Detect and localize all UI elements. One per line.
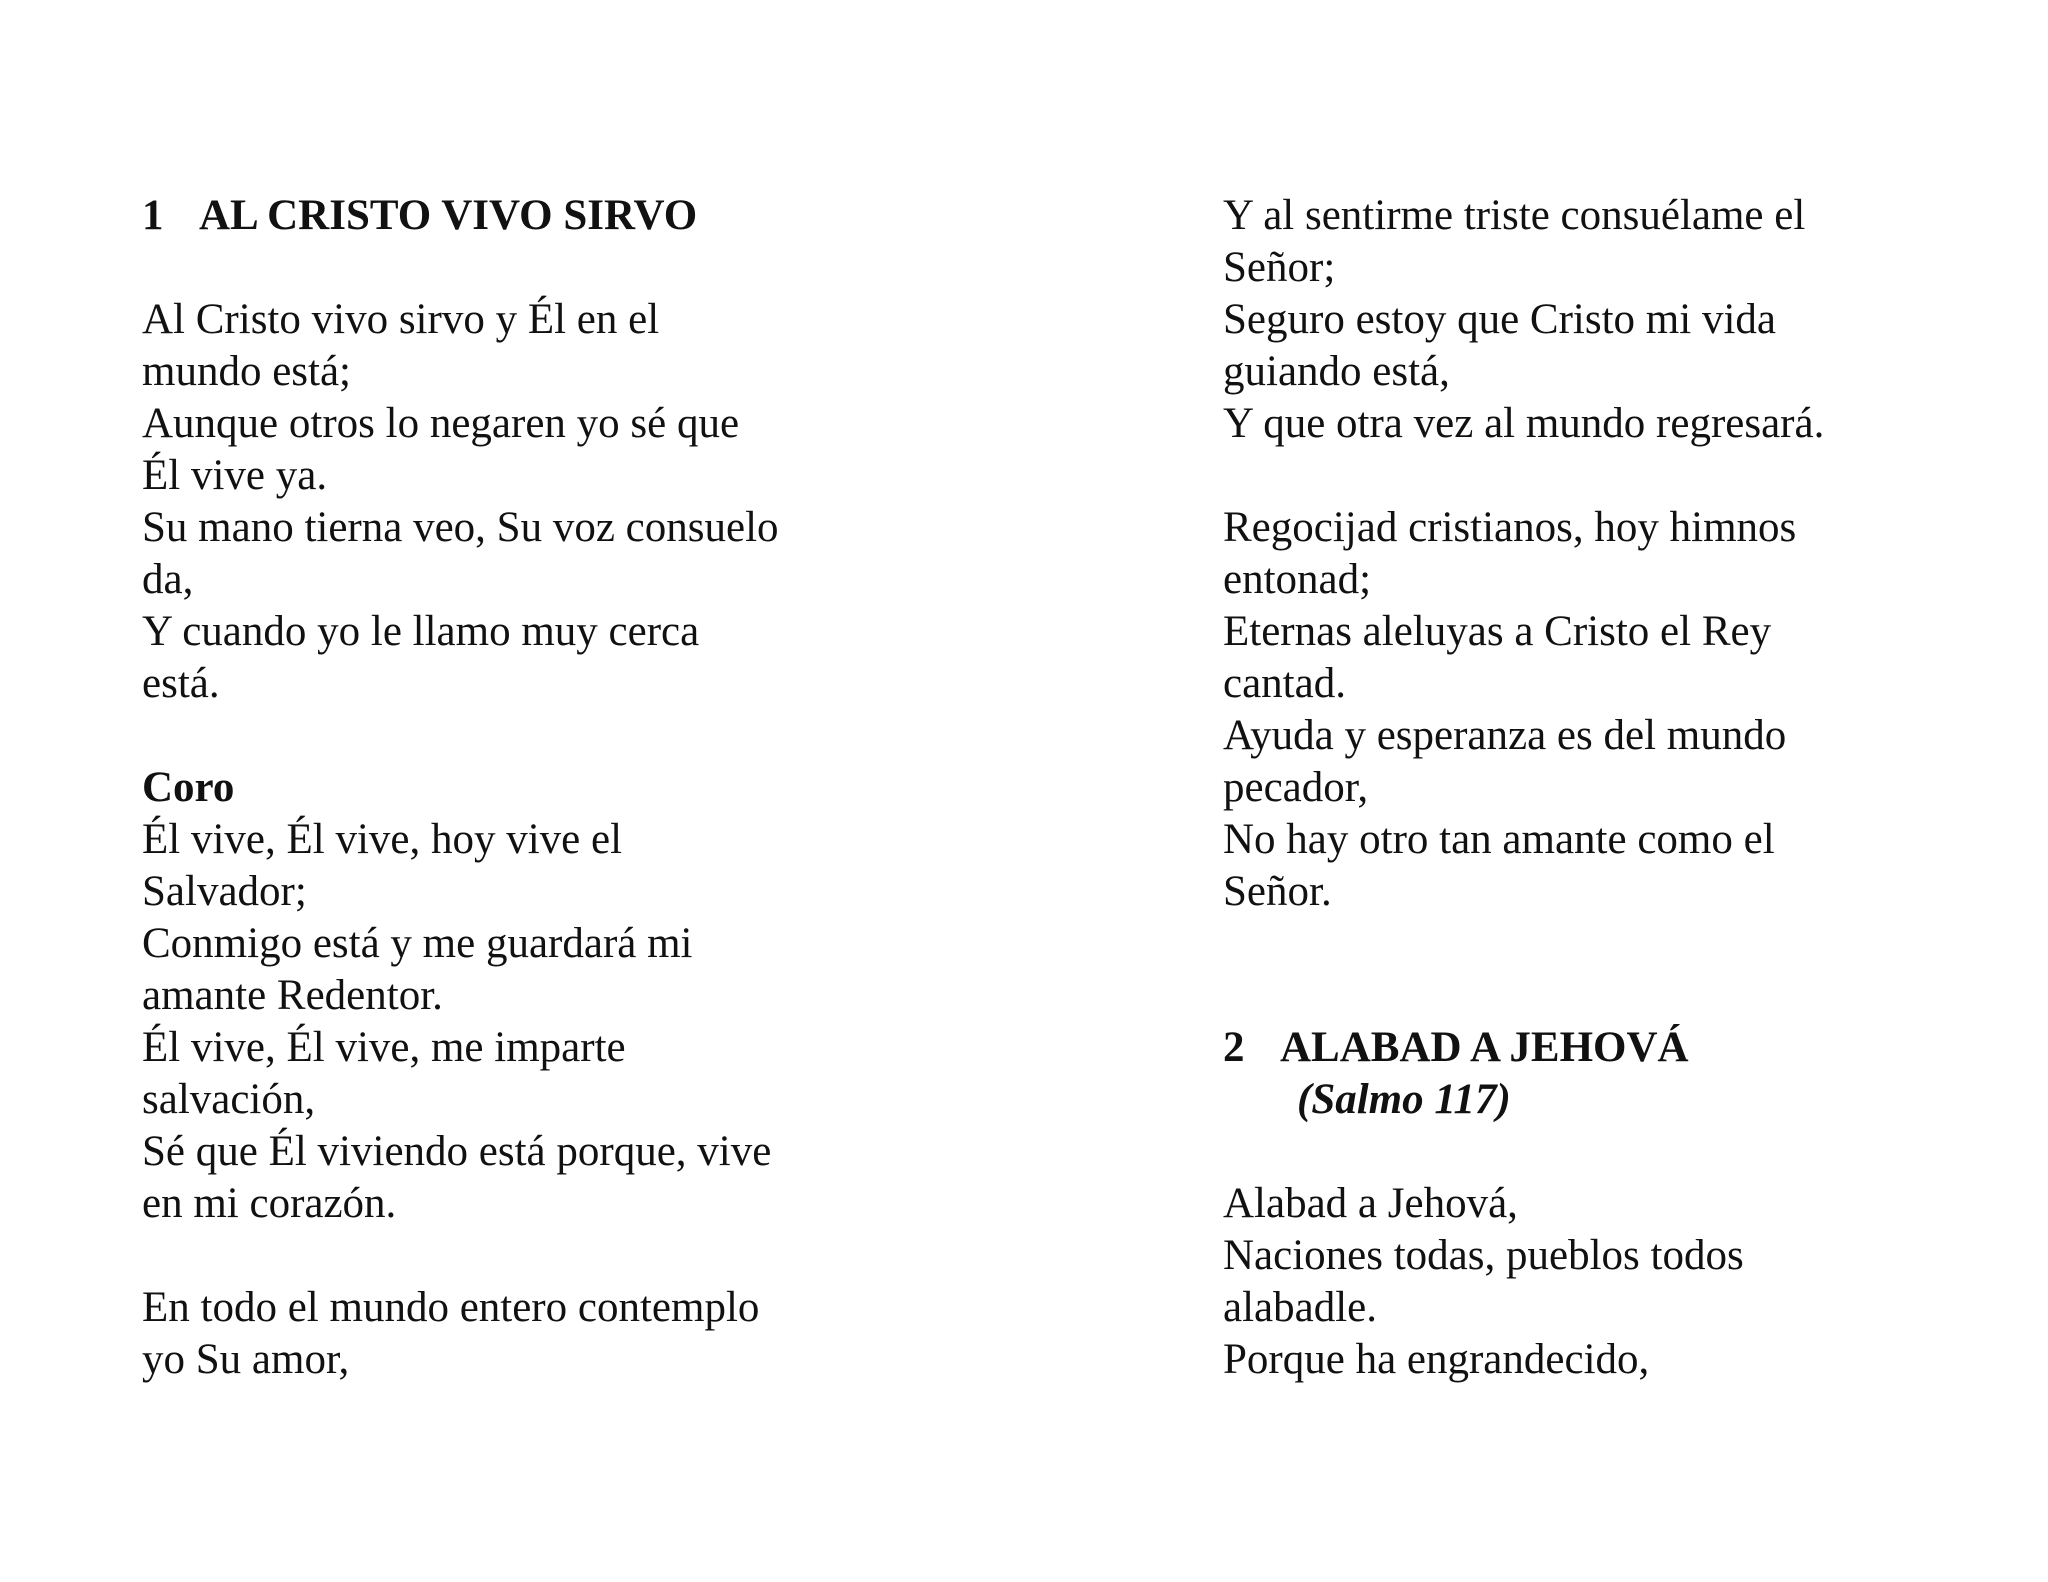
lyric-line: cantad. [1223, 660, 1346, 707]
lyric-line: Ayuda y esperanza es del mundo [1223, 712, 1787, 759]
lyric-line: Y al sentirme triste consuélame el [1223, 192, 1806, 239]
spacer [142, 710, 862, 762]
lyric-line: da, [142, 556, 194, 603]
lyric-line: Eternas aleluyas a Cristo el Rey [1223, 608, 1772, 655]
left-column [142, 190, 862, 1386]
lyric-line: Y cuando yo le llamo muy cerca [142, 608, 700, 655]
lyric-line: salvación, [142, 1076, 316, 1123]
spacer [142, 1230, 862, 1282]
lyric-line: amante Redentor. [142, 972, 443, 1019]
lyric-line: No hay otro tan amante como el [1223, 816, 1775, 863]
lyric-line: entonad; [1223, 556, 1372, 603]
lyric-line: Aunque otros lo negaren yo sé que [142, 400, 740, 447]
spacer [1223, 1126, 1963, 1178]
lyric-line: Seguro estoy que Cristo mi vida [1223, 296, 1776, 343]
hymn-2-heading [1223, 1022, 1963, 1074]
chorus-label: Coro [142, 764, 235, 811]
hymn-1-stanza-2-end [1223, 190, 1963, 450]
lyric-line: alabadle. [1223, 1284, 1377, 1331]
lyric-line: Al Cristo vivo sirvo y Él en el [142, 296, 660, 343]
lyric-line: Regocijad cristianos, hoy himnos [1223, 504, 1797, 551]
lyric-line: Conmigo está y me guardará mi [142, 920, 693, 967]
lyric-line: Alabad a Jehová, [1223, 1180, 1518, 1227]
lyric-line: Sé que Él viviendo está porque, vive [142, 1128, 772, 1175]
right-column [1223, 190, 1963, 1386]
hymn-1-title: AL CRISTO VIVO SIRVO [199, 192, 698, 239]
hymn-2-number: 2 [1223, 1024, 1245, 1071]
hymn-2-title: ALABAD A JEHOVÁ [1280, 1024, 1689, 1071]
lyric-line: Y que otra vez al mundo regresará. [1223, 400, 1825, 447]
lyric-line: pecador, [1223, 764, 1369, 811]
hymn-1-stanza-3 [1223, 502, 1963, 918]
lyric-line: Señor; [1223, 244, 1336, 291]
lyric-line: Señor. [1223, 868, 1332, 915]
spacer [142, 242, 862, 294]
lyric-line: está. [142, 660, 220, 707]
lyric-line: en mi corazón. [142, 1180, 397, 1227]
hymn-1-number: 1 [142, 192, 164, 239]
lyric-line: Él vive, Él vive, me imparte [142, 1024, 626, 1071]
spacer [1223, 918, 1963, 1022]
lyric-line: Él vive, Él vive, hoy vive el [142, 816, 623, 863]
lyric-line: mundo está; [142, 348, 351, 395]
hymn-1-heading [142, 190, 862, 242]
lyric-line: Él vive ya. [142, 452, 328, 499]
lyric-line: Naciones todas, pueblos todos [1223, 1232, 1744, 1279]
hymn-2-stanza-1 [1223, 1178, 1963, 1386]
hymn-1-stanza-2-start [142, 1282, 862, 1386]
hymn-1-stanza-1 [142, 294, 862, 710]
hymn-2-subtitle: (Salmo 117) [1297, 1076, 1511, 1123]
lyric-line: En todo el mundo entero contemplo [142, 1284, 760, 1331]
lyric-line: guiando está, [1223, 348, 1450, 395]
spacer [1223, 450, 1963, 502]
hymn-1-chorus [142, 814, 862, 1230]
lyric-line: yo Su amor, [142, 1336, 350, 1383]
lyric-line: Su mano tierna veo, Su voz consuelo [142, 504, 779, 551]
lyric-line: Porque ha engrandecido, [1223, 1336, 1650, 1383]
lyric-line: Salvador; [142, 868, 307, 915]
